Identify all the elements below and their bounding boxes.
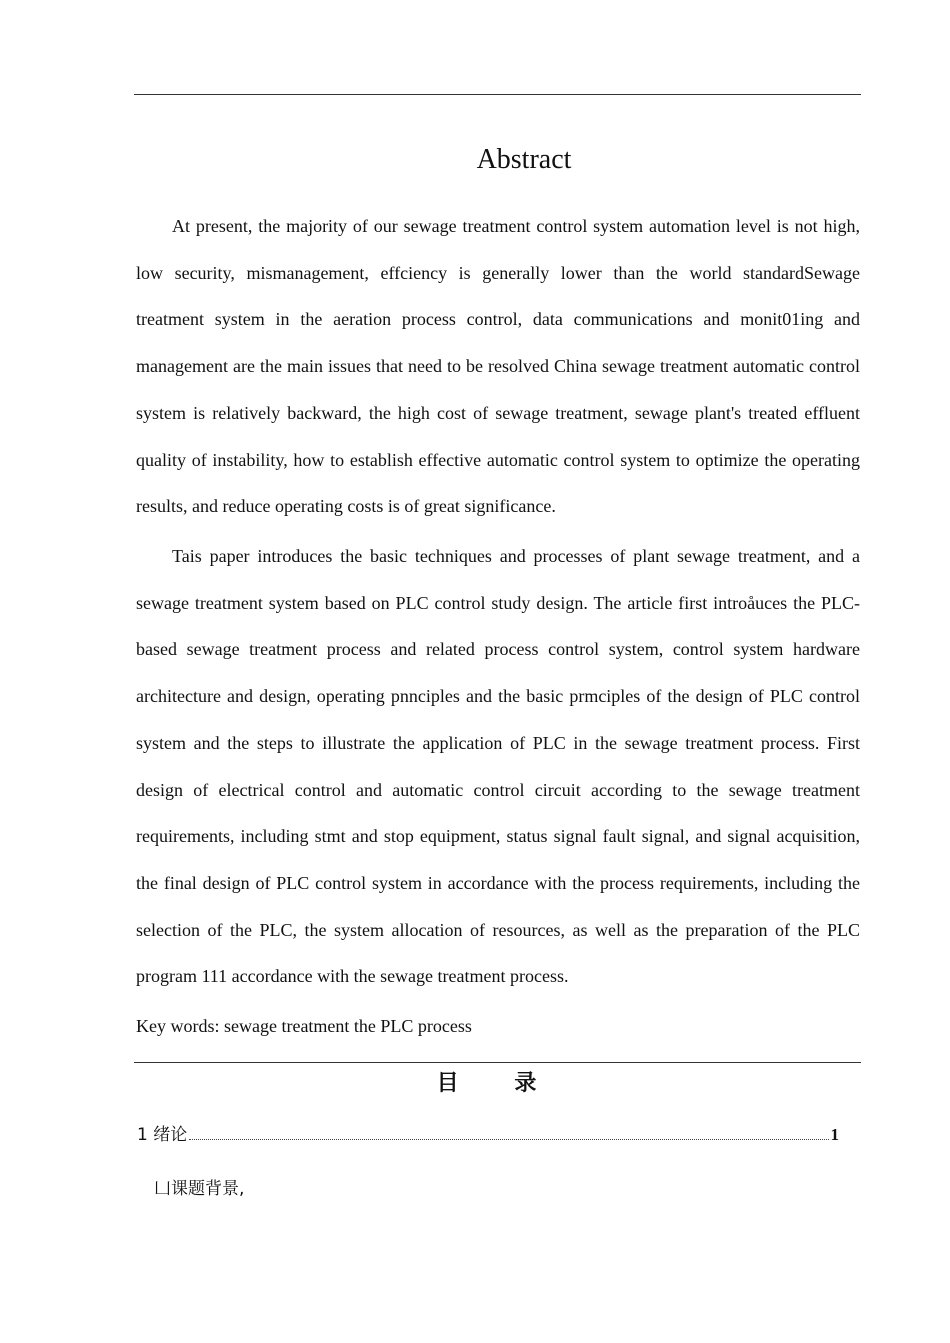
abstract-title: Abstract <box>476 144 572 175</box>
keywords-line: Key words: sewage treatment the PLC process <box>136 1016 472 1036</box>
header-rule <box>134 94 861 95</box>
toc-entry-label: 1 绪论 <box>137 1125 188 1145</box>
toc-entry[interactable] <box>137 1123 839 1147</box>
toc-sub-entry[interactable]: 凵课题背景, <box>154 1179 245 1199</box>
toc-dot-leader <box>189 1124 828 1140</box>
toc-entry-page: 1 <box>830 1125 839 1144</box>
section-rule <box>134 1062 861 1063</box>
abstract-paragraph: At present, the majority of our sewage treatment control system automation level is not high, low security, mismanagement, effciency is generally lower than the world standardSewage treatment system in the aeration process control, data communications and monit01ing and management are the main issues that need to be resolved China sewage treatment automatic control system is relatively backward, the high cost of sewage treatment, sewage plant's treated effluent quality of instability, how to establish effective automatic control system to optimize the operating results, and reduce operating costs is of great significance. <box>136 216 860 517</box>
toc-title: 目 录 <box>436 1071 561 1096</box>
abstract-paragraph: Tais paper introduces the basic techniques and processes of plant sewage treatment, and a sewage treatment system based on PLC control study design. The article first introåuces the PLC-based sewage treatment process and related process control system, control system hardware architecture and design, operating pnnciples and the basic prmciples of the design of PLC control system and the steps to illustrate the application of PLC in the sewage treatment process. First design of electrical control and automatic control circuit according to the sewage treatment requirements, including stmt and stop equipment, status signal fault signal, and signal acquisition, the final design of PLC control system in accordance with the process requirements, including the selection of the PLC, the system allocation of resources, as well as the preparation of the PLC program 111 accordance with the sewage treatment process. <box>136 546 860 987</box>
